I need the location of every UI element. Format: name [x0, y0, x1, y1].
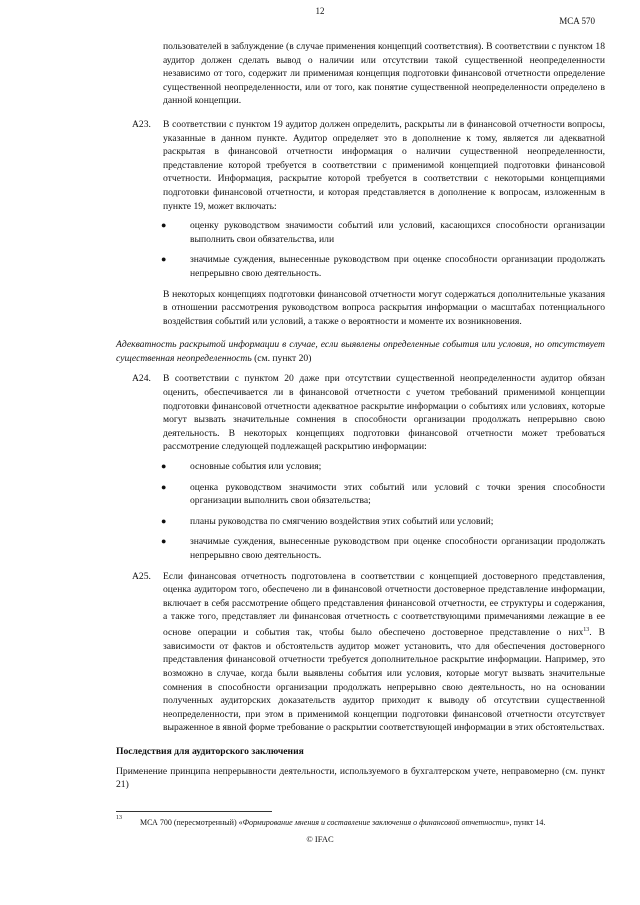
paragraph-number: A24. — [132, 373, 151, 385]
paragraph-text: В соответствии с пунктом 20 даже при отсутствии существенной неопределенности аудитор обязан оценить, обеспечивается ли в финансовой отчетности с учетом требований применимой концепции подготовки финансовой отчетности адекватное раскрытие информации о событиях или условиях, которые могут вызвать значительные сомнения в способности организации продолжать непрерывно свою деятельность. В некоторых концепциях подготовки финансовой отчетности может требоваться рассмотрение следующей подлежащей раскрытию информации: — [163, 373, 605, 453]
document-code: MCA 570 — [559, 16, 595, 26]
section-heading: Адекватность раскрытой информации в случае, если выявлены определенные события или условия, но отсутствует существенная неопределенность (см. пункт 20) — [116, 339, 605, 364]
bullet-icon: ● — [161, 461, 167, 472]
page-number: 12 — [315, 6, 325, 16]
paragraph-number: A23. — [132, 118, 151, 130]
list-item: ● оценка руководством значимости этих событий или условий с точки зрения способности организации выполнить свои обязательства; — [161, 481, 605, 507]
bullet-icon: ● — [161, 220, 167, 231]
list-item: ● оценку руководством значимости событий или условий, касающихся способности организации выполнить свои обязательства, или — [161, 220, 605, 245]
consequences-subline: Применение принципа непрерывности деятельности, используемого в бухгалтерском учете, неправомерно (см. пункт 21) — [116, 765, 605, 791]
paragraph-text: Если финансовая отчетность подготовлена в соответствии с концепцией достоверного представления, оценка аудитором того, обеспечено ли в финансовой отчетности достоверное представление информации, включает в себя рассмотрение общего представления финансовой отчетности, ее структуры и содержания, а также того, представляет ли финансовая отчетность с соответствующими примечаниями лежащие в ее основе операции и события так, чтобы было обеспечено достоверное представление о них$^{13}$. В зависимости от фактов и обстоятельств аудитор может установить, что для обеспечения достоверного представления финансовой отчетности требуется дополнительное раскрытие информации. Например, это возможно в случае, когда были выявлены события или условия, которые могут вызвать значительные сомнения в способности организации продолжать непрерывно свою деятельность, но на основании полученных аудиторских доказательств аудитор приходит к выводу об отсутствии существенной неопределенности, при этом в применимой концепции подготовки финансовой отчетности отсутствует выраженное в явной форме требование о раскрытии соответствующей информации в этих обстоятельствах. — [163, 570, 605, 734]
paragraph-a23 — [116, 118, 605, 213]
footnote — [116, 815, 605, 827]
footnote-divider — [116, 811, 272, 812]
copyright-footer: © IFAC — [306, 834, 334, 844]
list-item: ● значимые суждения, вынесенные руководством при оценке способности организации продолжать непрерывно свою деятельность. — [161, 254, 605, 279]
footnote-number: 13 — [116, 815, 122, 821]
paragraph-text: В соответствии с пунктом 19 аудитор должен определить, раскрыты ли в финансовой отчетности вопросы, указанные в данном пункте. Аудитор определяет это в дополнение к тому, является ли адекватной раскрытая в финансовой отчетности информация о наличии существенной неопределенности, представление которой требуется в соответствии с применимой концепцией подготовки финансовой отчетности. Информация, раскрытие которой требуется в соответствии с некоторыми концепциями подготовки финансовой отчетности, и которая представляется в дополнение к вопросам, изложенным в пункте 19, может включать: — [163, 118, 605, 212]
footnote-reference[interactable]: 13 — [583, 626, 590, 633]
bullet-icon: ● — [161, 254, 167, 265]
bullet-list-a23 — [116, 219, 605, 280]
list-item: ● основные события или условия; — [161, 461, 322, 473]
bullet-icon: ● — [161, 536, 167, 547]
footnote-text: МСА 700 (пересмотренный) «Формирование мнения и составление заключения о финансовой отчетности», пункт 14. — [140, 818, 546, 827]
intro-paragraph: пользователей в заблуждение (в случае применения концепций соответствия). В соответствии с пунктом 18 аудитор должен сделать вывод о наличии или отсутствии такой существенной неопределенности независимо от того, содержит ли применимая концепция подготовки финансовой отчетности определение существенной неопределенности, или от того, как понятие существенной неопределенности определено в данной концепции. — [163, 41, 605, 107]
bullet-icon: ● — [161, 515, 167, 526]
list-item: ● планы руководства по смягчению воздействия этих событий или условий; — [161, 515, 494, 527]
paragraph-a24 — [116, 372, 605, 454]
consequences-heading: Последствия для аудиторского заключения — [116, 745, 304, 757]
paragraph-number: A25. — [132, 570, 151, 582]
paragraph-a23-continued: В некоторых концепциях подготовки финансовой отчетности могут содержаться дополнительные указания в отношении рассмотрения руководством вопроса раскрытия информации о масштабах потенциального воздействия событий или условий, а также о вероятности и моменте их возникновения. — [163, 288, 605, 327]
bullet-list-a24 — [116, 460, 605, 563]
paragraph-a25 — [116, 570, 605, 735]
body-text — [116, 40, 605, 792]
list-item: ● значимые суждения, вынесенные руководством при оценке способности организации продолжать непрерывно свою деятельность. — [161, 536, 605, 561]
bullet-icon: ● — [161, 481, 167, 492]
